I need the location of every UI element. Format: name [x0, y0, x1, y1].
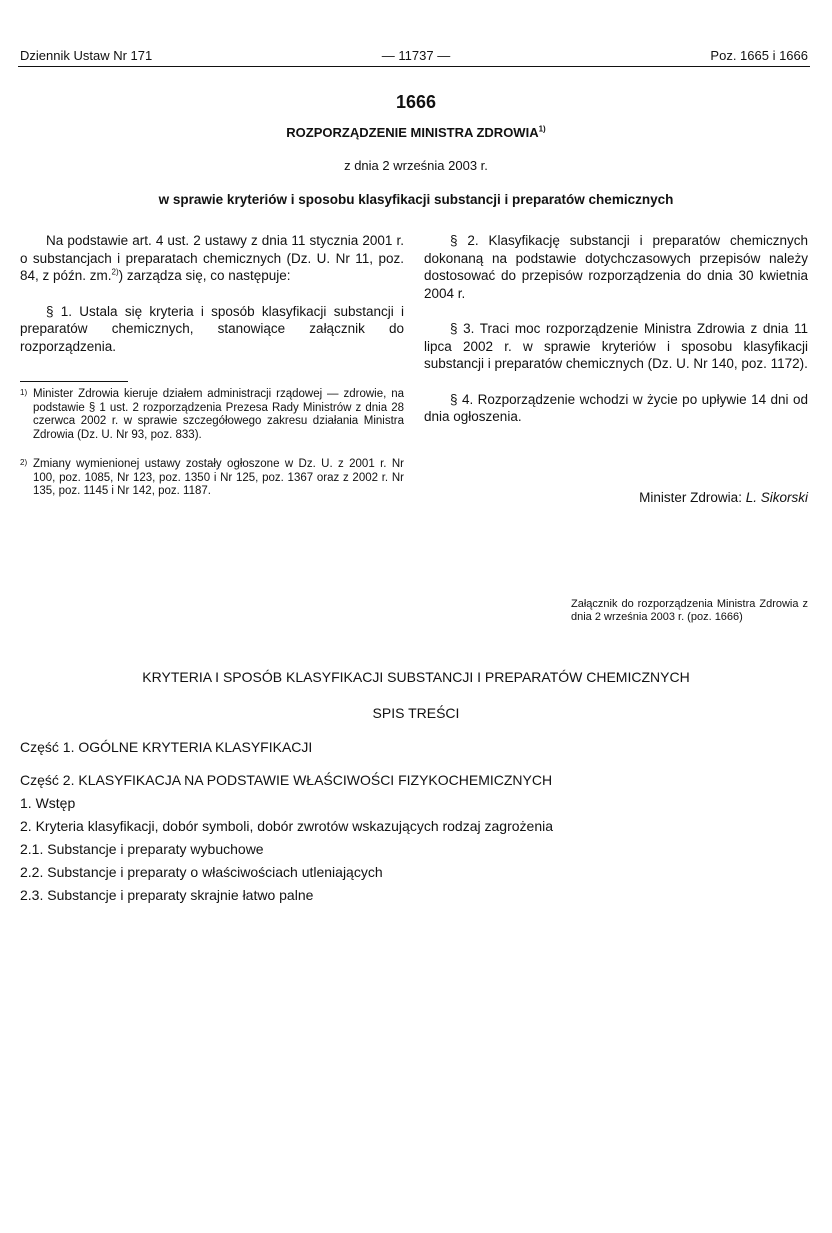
footnote-2 [20, 458, 404, 499]
page-number: — 11737 — [381, 48, 451, 63]
document-subject: w sprawie kryteriów i sposobu klasyfikacji substancji i preparatów chemicznych [158, 192, 674, 207]
signature [639, 490, 808, 505]
signature-name: L. Sikorski [745, 490, 808, 505]
toc-item: 2.2. Substancje i preparaty o właściwościach utleniających [20, 864, 383, 880]
toc-item: 2. Kryteria klasyfikacji, dobór symboli, dobór zwrotów wskazujących rodzaj zagrożenia [20, 818, 553, 834]
document-type-text: ROZPORZĄDZENIE MINISTRA ZDROWIA [286, 125, 539, 140]
footnote-2-mark: 2) [20, 458, 28, 467]
position-ref: Poz. 1665 i 1666 [710, 48, 808, 63]
toc-item: Część 1. OGÓLNE KRYTERIA KLASYFIKACJI [20, 739, 313, 755]
document-date: z dnia 2 września 2003 r. [344, 158, 488, 173]
header-rule [18, 66, 810, 67]
toc-item: Część 2. KLASYFIKACJA NA PODSTAWIE WŁAŚCIWOŚCI FIZYKOCHEMICZNYCH [20, 772, 553, 788]
preamble [20, 232, 404, 285]
paragraph-3: § 3. Traci moc rozporządzenie Ministra Zdrowia z dnia 11 lipca 2002 r. w sprawie kryteriów i sposobu klasyfikacji substancji i preparatów chemicznych (Dz. U. Nr 140, poz. 1172). [424, 321, 808, 371]
annex-note: Załącznik do rozporządzenia Ministra Zdrowia z dnia 2 września 2003 r. (poz. 1666) [571, 598, 808, 623]
toc-item: 1. Wstęp [20, 795, 76, 811]
footnote-1-text: Minister Zdrowia kieruje działem administracji rządowej — zdrowie, na podstawie § 1 ust. 2 rozporządzenia Prezesa Rady Ministrów z dnia 28 czerwca 2002 r. w sprawie szczegółowego zakresu działania Ministra Zdrowia (Dz. U. Nr 93, poz. 833). [33, 388, 404, 441]
footnote-1-mark: 1) [20, 388, 28, 397]
signature-role: Minister Zdrowia: [639, 490, 742, 505]
left-column [20, 232, 404, 355]
annex-title: KRYTERIA I SPOSÓB KLASYFIKACJI SUBSTANCJI I PREPARATÓW CHEMICZNYCH [142, 669, 690, 685]
paragraph-2: § 2. Klasyfikację substancji i preparatów chemicznych dokonaną na podstawie dotychczasowych przepisów należy dostosować do przepisów rozporządzenia do dnia 30 kwietnia 2004 r. [424, 233, 808, 301]
toc-title: SPIS TREŚCI [372, 705, 460, 721]
toc-item: 2.3. Substancje i preparaty skrajnie łatwo palne [20, 887, 314, 903]
footnote-ref-1: 1) [538, 124, 546, 134]
right-column [424, 232, 808, 426]
preamble-text-b: ) zarządza się, co następuje: [118, 268, 291, 283]
footnote-1 [20, 388, 404, 442]
footnote-rule [20, 381, 128, 382]
journal-name: Dziennik Ustaw Nr 171 [20, 48, 153, 63]
paragraph-4: § 4. Rozporządzenie wchodzi w życie po upływie 14 dni od dnia ogłoszenia. [424, 391, 808, 424]
paragraph-1: § 1. Ustala się kryteria i sposób klasyfikacji substancji i preparatów chemicznych, stanowiące załącznik do rozporządzenia. [20, 303, 404, 354]
preamble-text-a: Na podstawie art. 4 ust. 2 ustawy z dnia 11 stycznia 2001 r. o substancjach i preparatach chemicznych (Dz. U. Nr 11, poz. 84, z późn. zm. [20, 233, 404, 283]
item-number: 1666 [395, 92, 437, 112]
footnote-ref-2: 2) [111, 267, 119, 277]
footnote-2-text: Zmiany wymienionej ustawy zostały ogłoszone w Dz. U. z 2001 r. Nr 100, poz. 1085, Nr 123, poz. 1350 i Nr 125, poz. 1367 oraz z 2002 r. Nr 135, poz. 1145 i Nr 142, poz. 1187. [33, 458, 404, 497]
document-type [0, 125, 832, 140]
toc-item: 2.1. Substancje i preparaty wybuchowe [20, 841, 264, 857]
